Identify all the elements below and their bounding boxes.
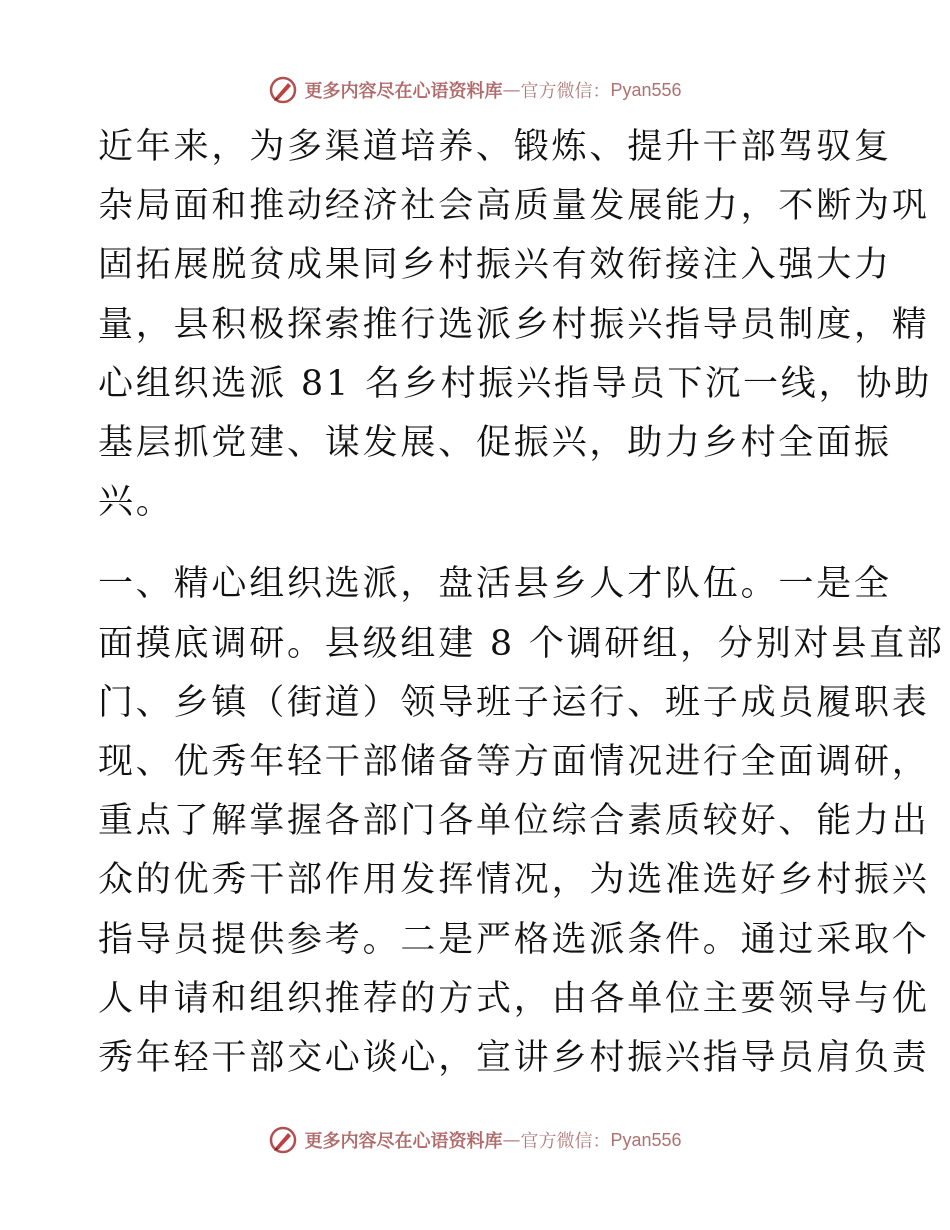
header-watermark: [0, 70, 950, 110]
text-line: 心组织选派 81 名乡村振兴指导员下沉一线，协助: [98, 363, 932, 404]
text-line: 近年来，为多渠道培养、锻炼、提升干部驾驭复: [98, 127, 892, 167]
watermark-sub-text: 官方微信：: [520, 1131, 611, 1152]
text-line: 兴。: [98, 482, 174, 523]
text-line: 指导员提供参考。二是严格选派条件。通过采取个: [98, 919, 930, 960]
text-line: 固拓展脱贫成果同乡村振兴有效衔接注入强大力: [98, 245, 892, 286]
watermark-main-text: 更多内容尽在心语资料库: [304, 1131, 503, 1152]
text-line: 基层抓党建、谋发展、促振兴，助力乡村全面振: [98, 423, 892, 464]
watermark-account: Pyan556: [610, 1129, 682, 1150]
text-line: 现、优秀年轻干部储备等方面情况进行全面调研，: [98, 742, 930, 783]
watermark-separator: —: [502, 1129, 521, 1151]
paragraph-section-one: [98, 555, 945, 1088]
text-line: 量，县积极探索推行选派乡村振兴指导员制度，精: [98, 304, 930, 345]
brush-logo-icon: [268, 75, 298, 105]
watermark-main-text: 更多内容尽在心语资料库: [304, 81, 503, 102]
paragraph-intro: [98, 118, 932, 532]
watermark-account: Pyan556: [610, 79, 682, 100]
text-line: 杂局面和推动经济社会高质量发展能力，不断为巩: [98, 186, 930, 227]
text-line: 一、精心组织选派，盘活县乡人才队伍。一是全: [98, 564, 892, 605]
text-line: 面摸底调研。县级组建 8 个调研组，分别对县直部: [98, 623, 945, 664]
text-line: 秀年轻干部交心谈心，宣讲乡村振兴指导员肩负责: [98, 1038, 930, 1079]
text-line: 重点了解掌握各部门各单位综合素质较好、能力出: [98, 801, 930, 842]
text-line: 门、乡镇（街道）领导班子运行、班子成员履职表: [98, 682, 930, 723]
brush-logo-icon: [268, 1125, 298, 1155]
text-line: 众的优秀干部作用发挥情况，为选准选好乡村振兴: [98, 860, 930, 901]
footer-watermark: [0, 1120, 950, 1160]
document-body: [98, 118, 945, 1088]
text-line: 人申请和组织推荐的方式，由各单位主要领导与优: [98, 978, 930, 1019]
watermark-separator: —: [502, 79, 521, 101]
watermark-sub-text: 官方微信：: [520, 81, 611, 102]
